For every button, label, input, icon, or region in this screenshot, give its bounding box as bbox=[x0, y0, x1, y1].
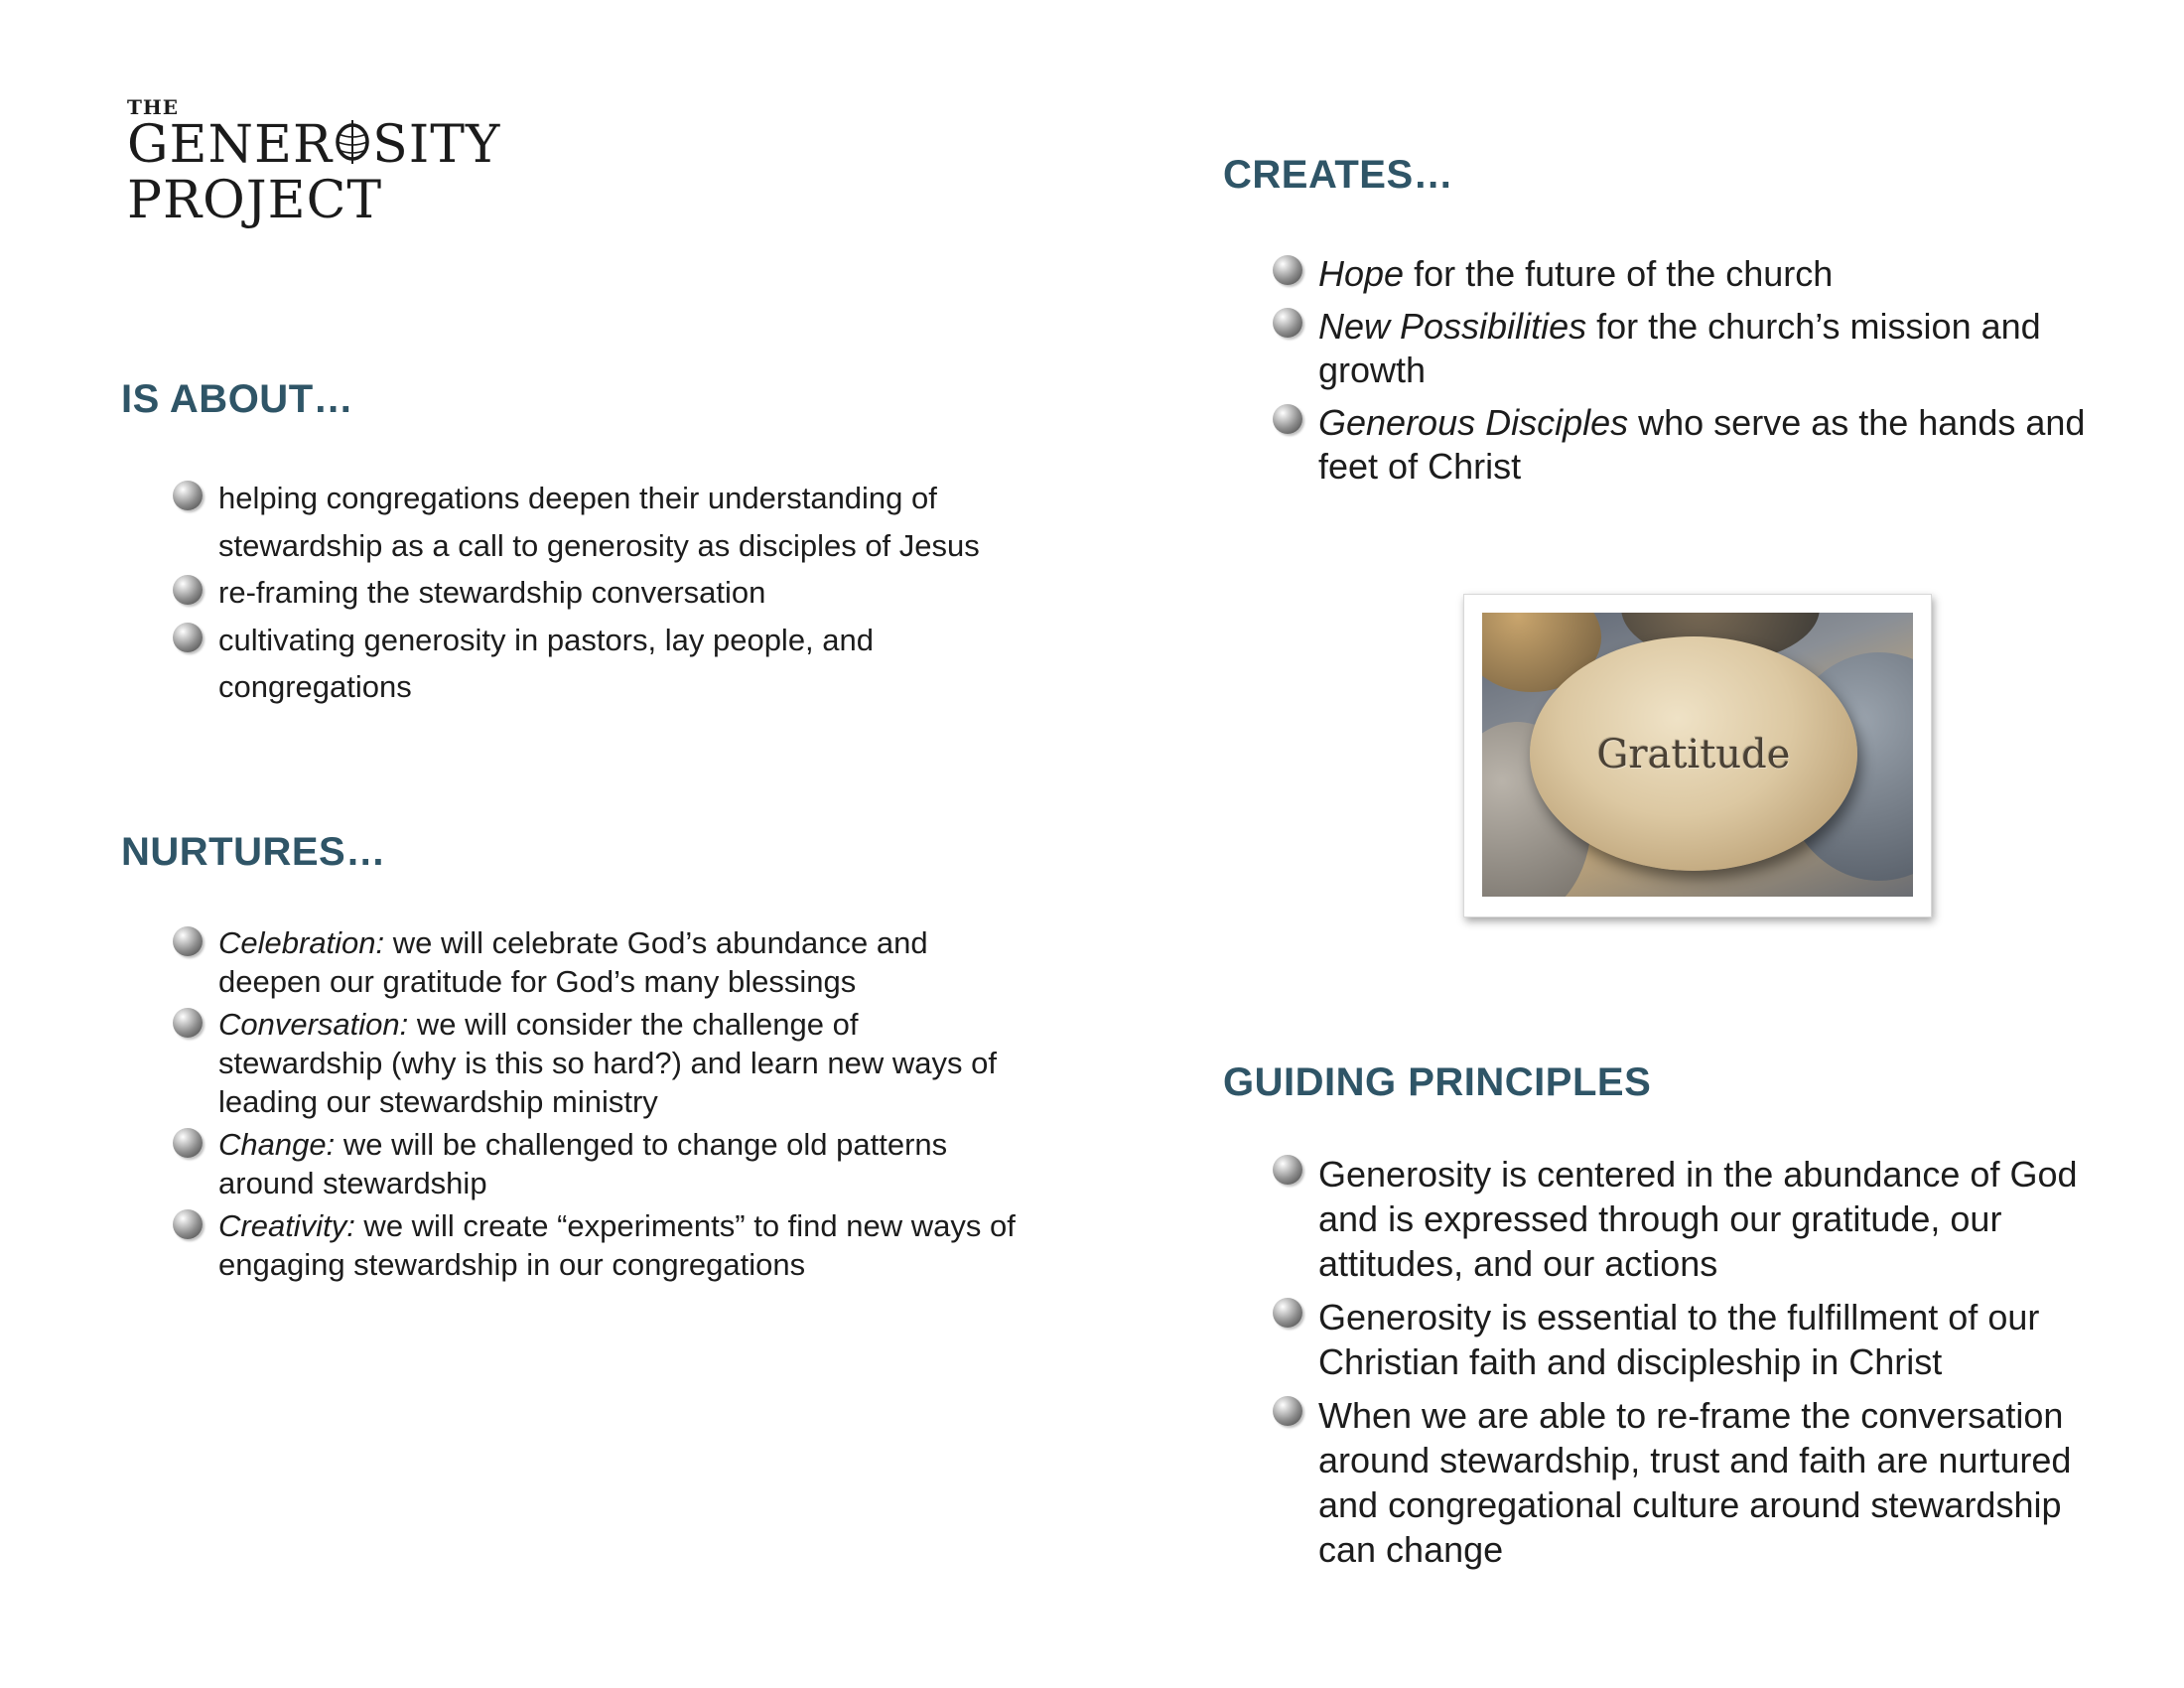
sphere-bullet-icon bbox=[1273, 1396, 1302, 1426]
list-item-text: we will create “experiments” to find new ways of engaging stewardship in our congregations bbox=[218, 1208, 1016, 1282]
guiding-principles-heading: GUIDING PRINCIPLES bbox=[1223, 1060, 1652, 1104]
is-about-heading: IS ABOUT… bbox=[121, 377, 354, 421]
logo-the: THE bbox=[127, 95, 180, 119]
logo-line-2: PROJECT bbox=[127, 171, 383, 230]
sphere-bullet-icon bbox=[173, 1008, 203, 1038]
list-item bbox=[173, 617, 1026, 711]
sphere-bullet-icon bbox=[173, 481, 203, 510]
list-item bbox=[173, 1005, 1026, 1121]
list-item-text: re-framing the stewardship conversation bbox=[218, 575, 766, 610]
logo-line-1 bbox=[127, 117, 500, 173]
globe-cross-icon bbox=[333, 119, 372, 159]
list-item-text: Generosity is centered in the abundance of God and is expressed through our gratitude, our attitudes, and our actions bbox=[1318, 1154, 2078, 1284]
list-item-text: for the future of the church bbox=[1404, 253, 1834, 294]
photo-image bbox=[1482, 613, 1913, 897]
is-about-list bbox=[173, 475, 1026, 711]
list-item-term: Generous Disciples bbox=[1318, 402, 1629, 443]
list-item-term: Hope bbox=[1318, 253, 1405, 294]
list-item-term: Change: bbox=[218, 1127, 336, 1162]
generosity-project-logo bbox=[127, 97, 500, 228]
list-item bbox=[1273, 252, 2116, 296]
sphere-bullet-icon bbox=[1273, 255, 1302, 285]
logo-line-1-a: GENER bbox=[127, 115, 334, 175]
list-item-text: we will celebrate God’s abundance and deepen our gratitude for God’s many blessings bbox=[218, 925, 928, 999]
list-item bbox=[173, 569, 1026, 617]
list-item bbox=[173, 475, 1026, 569]
list-item bbox=[1273, 401, 2116, 489]
list-item bbox=[1273, 1295, 2116, 1384]
sphere-bullet-icon bbox=[173, 926, 203, 956]
stone-engraving: Gratitude bbox=[1596, 732, 1791, 777]
list-item bbox=[173, 1125, 1026, 1202]
list-item-term: New Possibilities bbox=[1318, 306, 1587, 347]
list-item-text: who serve as the hands and feet of Christ bbox=[1318, 402, 2086, 487]
list-item bbox=[173, 923, 1026, 1001]
gratitude-stone-photo bbox=[1463, 594, 1932, 917]
sphere-bullet-icon bbox=[1273, 404, 1302, 434]
sphere-bullet-icon bbox=[1273, 1155, 1302, 1185]
list-item-text: helping congregations deepen their understanding of stewardship as a call to generosity as disciples of Jesus bbox=[218, 481, 980, 563]
creates-list bbox=[1273, 252, 2116, 497]
list-item-term: Celebration: bbox=[218, 925, 385, 960]
list-item bbox=[1273, 1152, 2116, 1286]
guiding-principles-list bbox=[1273, 1152, 2116, 1581]
logo-line-1-b: SITY bbox=[372, 115, 501, 175]
list-item bbox=[1273, 305, 2116, 392]
list-item-term: Conversation: bbox=[218, 1007, 409, 1042]
list-item-text: Generosity is essential to the fulfillment of our Christian faith and discipleship in Christ bbox=[1318, 1297, 2040, 1382]
sphere-bullet-icon bbox=[173, 575, 203, 605]
sphere-bullet-icon bbox=[173, 623, 203, 652]
sphere-bullet-icon bbox=[173, 1209, 203, 1239]
list-item-text: for the church’s mission and growth bbox=[1318, 306, 2041, 390]
creates-heading: CREATES… bbox=[1223, 153, 1454, 197]
sphere-bullet-icon bbox=[173, 1128, 203, 1158]
engraved-stone bbox=[1530, 636, 1857, 871]
nurtures-list bbox=[173, 923, 1026, 1288]
list-item bbox=[173, 1206, 1026, 1284]
list-item-text: When we are able to re-frame the conversation around stewardship, trust and faith are nurtured and congregational culture around stewardship can change bbox=[1318, 1395, 2072, 1570]
sphere-bullet-icon bbox=[1273, 1298, 1302, 1328]
list-item-text: cultivating generosity in pastors, lay people, and congregations bbox=[218, 622, 875, 704]
list-item-text: we will consider the challenge of stewardship (why is this so hard?) and learn new ways of leading our stewardship ministry bbox=[218, 1007, 997, 1119]
list-item bbox=[1273, 1393, 2116, 1572]
nurtures-heading: NURTURES… bbox=[121, 830, 386, 874]
list-item-term: Creativity: bbox=[218, 1208, 355, 1243]
sphere-bullet-icon bbox=[1273, 308, 1302, 338]
list-item-text: we will be challenged to change old patterns around stewardship bbox=[218, 1127, 948, 1200]
